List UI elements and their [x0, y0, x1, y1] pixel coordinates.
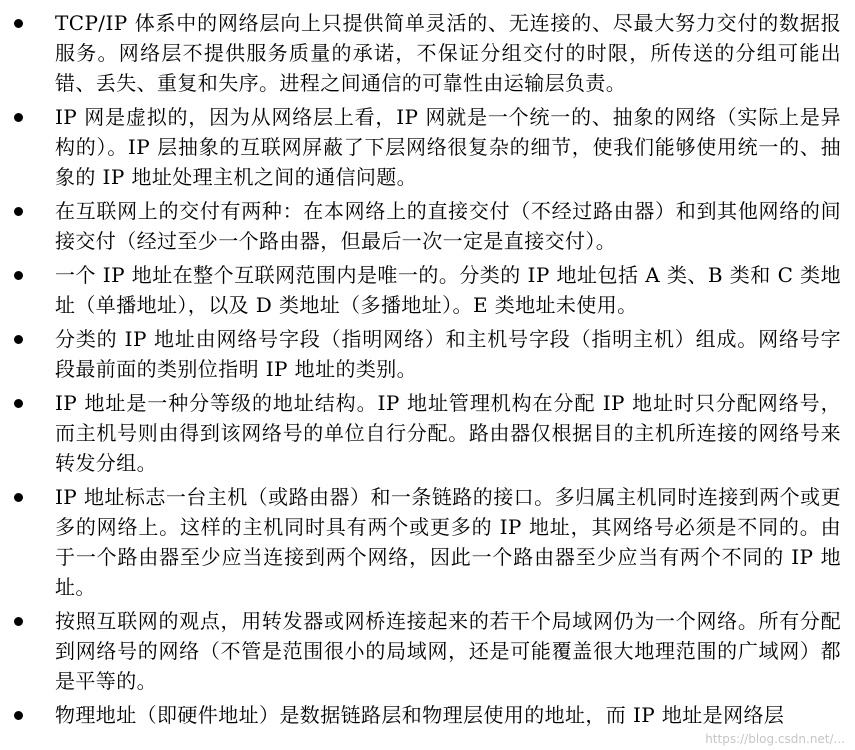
bullet-icon — [14, 711, 23, 720]
list-item-text: IP 网是虚拟的，因为从网络层上看，IP 网就是一个统一的、抽象的网络（实际上是异构的）。IP 层抽象的互联网屏蔽了下层网络很复杂的细节，使我们能够使用统一的、抽象的 IP 地址处理主机之间的通信问题。 — [55, 105, 841, 189]
bullet-icon — [14, 493, 23, 502]
bullet-icon — [14, 335, 23, 344]
watermark: https://blog.csdn.net/... — [705, 732, 845, 746]
list-item — [12, 700, 841, 730]
list-item — [12, 324, 841, 384]
list-item — [12, 606, 841, 696]
list-item — [12, 260, 841, 320]
bullet-icon — [14, 19, 23, 28]
list-item — [12, 388, 841, 478]
bullet-icon — [14, 207, 23, 216]
list-item-text: IP 地址标志一台主机（或路由器）和一条链路的接口。多归属主机同时连接到两个或更多的网络上。这样的主机同时具有两个或更多的 IP 地址，其网络号必须是不同的。由于一个路由器至少应当连接到两个网络，因此一个路由器至少应当有两个不同的 IP 地址。 — [55, 485, 841, 599]
list-item — [12, 196, 841, 256]
list-item-text: 按照互联网的观点，用转发器或网桥连接起来的若干个局域网仍为一个网络。所有分配到网络号的网络（不管是范围很小的局域网，还是可能覆盖很大地理范围的广域网）都是平等的。 — [55, 609, 841, 693]
list-item-text: IP 地址是一种分等级的地址结构。IP 地址管理机构在分配 IP 地址时只分配网络号，而主机号则由得到该网络号的单位自行分配。路由器仅根据目的主机所连接的网络号来转发分组。 — [55, 391, 841, 475]
list-item-text: 分类的 IP 地址由网络号字段（指明网络）和主机号字段（指明主机）组成。网络号字段最前面的类别位指明 IP 地址的类别。 — [55, 327, 841, 381]
list-item — [12, 482, 841, 602]
bullet-icon — [14, 617, 23, 626]
bullet-icon — [14, 113, 23, 122]
list-item — [12, 102, 841, 192]
list-item — [12, 8, 841, 98]
list-item-text: 一个 IP 地址在整个互联网范围内是唯一的。分类的 IP 地址包括 A 类、B 类和 C 类地址（单播地址），以及 D 类地址（多播地址）。E 类地址未使用。 — [55, 263, 841, 317]
list-item-text: 在互联网上的交付有两种：在本网络上的直接交付（不经过路由器）和到其他网络的间接交付（经过至少一个路由器，但最后一次一定是直接交付）。 — [55, 199, 841, 253]
bullet-icon — [14, 399, 23, 408]
bullet-icon — [14, 271, 23, 280]
list-item-text: TCP/IP 体系中的网络层向上只提供简单灵活的、无连接的、尽最大努力交付的数据报服务。网络层不提供服务质量的承诺，不保证分组交付的时限，所传送的分组可能出错、丢失、重复和失序。进程之间通信的可靠性由运输层负责。 — [55, 11, 841, 95]
bullet-list — [12, 8, 841, 730]
list-item-text: 物理地址（即硬件地址）是数据链路层和物理层使用的地址，而 IP 地址是网络层 — [55, 703, 785, 727]
